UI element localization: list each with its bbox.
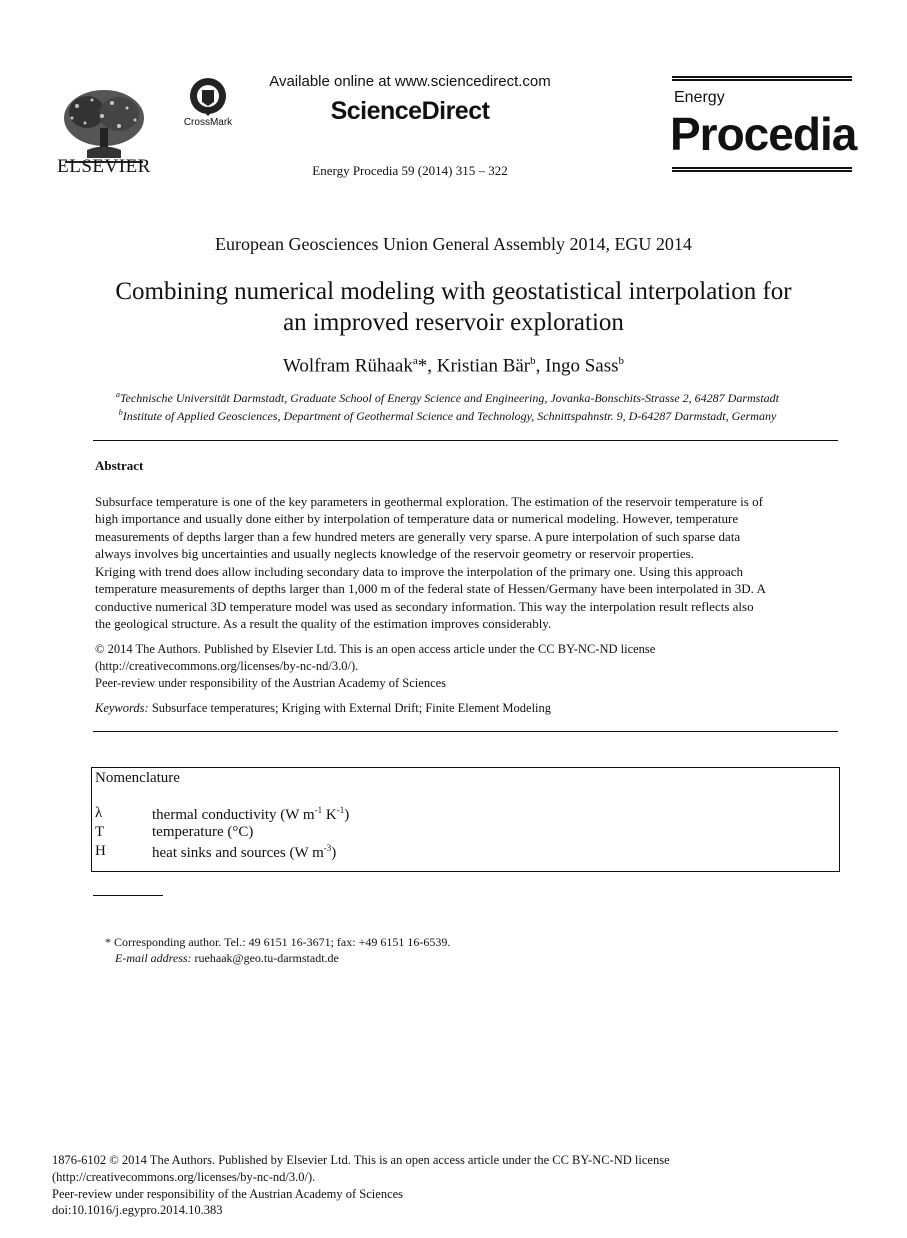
nomenclature-definition bbox=[152, 824, 253, 841]
sciencedirect-logo[interactable]: ScienceDirect bbox=[330, 97, 490, 125]
email-label: E-mail address: bbox=[115, 951, 192, 965]
email-line bbox=[115, 951, 339, 966]
nomenclature-definition bbox=[152, 805, 349, 824]
author-name[interactable]: Wolfram Rühaak bbox=[282, 355, 413, 377]
affiliation-text: Technische Universität Darmstadt, Graduate School of Energy Science and Engineering, Jovanka-Bonschits-Strasse 2, 64287 Darmstadt bbox=[119, 391, 779, 405]
footer-doi[interactable]: doi:10.1016/j.egypro.2014.10.383 bbox=[52, 1203, 223, 1217]
nomenclature-symbol: T bbox=[95, 824, 105, 840]
author-affiliation-mark: a bbox=[412, 355, 418, 367]
abstract-line: Kriging with trend does allow including secondary data to improve the interpolation of the primary one. Using this approach bbox=[95, 564, 744, 579]
nomenclature-symbol: λ bbox=[95, 805, 103, 821]
abstract-line: Subsurface temperature is one of the key parameters in geothermal exploration. The estimation of the reservoir temperature is of bbox=[95, 494, 763, 509]
author-separator: *, bbox=[417, 355, 437, 377]
author-list bbox=[0, 355, 907, 377]
journal-citation: Energy Procedia 59 (2014) 315 – 322 bbox=[312, 163, 508, 178]
journal-logo-rule-bottom bbox=[672, 167, 852, 172]
footer-peer-review: Peer-review under responsibility of the Austrian Academy of Sciences bbox=[52, 1187, 404, 1201]
definition-exponent: -1 bbox=[314, 805, 323, 815]
abstract-line: always involves big uncertainties and usually neglects knowledge of the reservoir geometry or reservoir properties. bbox=[95, 545, 694, 561]
license-link[interactable]: http://creativecommons.org/licenses/by-nc-nd/3.0/ bbox=[99, 659, 351, 673]
affiliation-a bbox=[40, 390, 855, 406]
abstract-line: high importance and usually done either by interpolation of temperature data or numerical modeling. However, temperature bbox=[95, 511, 739, 527]
article-title bbox=[60, 276, 847, 338]
affiliation-mark: a bbox=[115, 390, 120, 399]
affiliation-text: Institute of Applied Geosciences, Department of Geothermal Science and Technology, Schnittspahnstr. 9, D-64287 Darmstadt, Germany bbox=[122, 409, 777, 423]
footer-copyright: 1876-6102 © 2014 The Authors. Published by Elsevier Ltd. This is an open access article under the CC BY-NC-ND license bbox=[52, 1153, 670, 1167]
affiliation-b bbox=[40, 408, 855, 424]
publisher-name: ELSEVIER bbox=[57, 156, 151, 177]
definition-exponent: -1 bbox=[336, 805, 345, 815]
abstract-heading: Abstract bbox=[95, 458, 144, 473]
available-online-text: Available online at www.sciencedirect.com bbox=[269, 73, 551, 90]
nomenclature-symbol: H bbox=[95, 843, 106, 859]
keywords-line bbox=[95, 700, 837, 717]
definition-text: ) bbox=[344, 807, 350, 823]
email-address[interactable]: ruehaak@geo.tu-darmstadt.de bbox=[194, 951, 339, 965]
author-affiliation-mark: b bbox=[618, 355, 625, 367]
nomenclature-definition bbox=[152, 843, 336, 862]
peer-review-line: Peer-review under responsibility of the Austrian Academy of Sciences bbox=[95, 676, 447, 690]
abstract-line: conductive numerical 3D temperature model was used as secondary information. This way the interpolation result reflects also bbox=[95, 598, 754, 614]
abstract-line: measurements of depths larger than a few hundred meters are generally very sparse. A pure interpolation of such sparse data bbox=[95, 528, 741, 544]
nomenclature-heading: Nomenclature bbox=[95, 770, 180, 786]
definition-text: thermal conductivity (W m bbox=[152, 807, 315, 823]
affiliation-mark: b bbox=[118, 408, 123, 417]
journal-logo-rule-top bbox=[672, 76, 852, 81]
definition-text: heat sinks and sources (W m bbox=[152, 845, 324, 861]
definition-text: ) bbox=[331, 845, 337, 861]
corresponding-author-note: * Corresponding author. Tel.: 49 6151 16-3671; fax: +49 6151 16-6539. bbox=[105, 935, 451, 949]
crossmark-label: CrossMark bbox=[183, 117, 233, 128]
copyright-line: © 2014 The Authors. Published by Elsevier Ltd. This is an open access article under the CC BY-NC-ND license bbox=[95, 642, 656, 656]
footer-license-link[interactable]: http://creativecommons.org/licenses/by-nc-nd/3.0/ bbox=[56, 1170, 308, 1184]
keywords-label: Keywords: bbox=[95, 701, 149, 715]
abstract-paragraph-2 bbox=[95, 563, 837, 632]
author-name[interactable]: Kristian Bär bbox=[436, 355, 531, 377]
article-title-line-2: an improved reservoir exploration bbox=[283, 309, 624, 336]
divider-bottom bbox=[93, 731, 838, 732]
copyright-notice bbox=[95, 641, 837, 692]
definition-exponent: -3 bbox=[323, 843, 332, 853]
definition-text: temperature (°C) bbox=[152, 824, 254, 840]
author-separator: , bbox=[535, 355, 546, 377]
article-title-line-1: Combining numerical modeling with geostatistical interpolation for bbox=[115, 278, 792, 305]
keywords-text: Subsurface temperatures; Kriging with External Drift; Finite Element Modeling bbox=[151, 701, 552, 715]
divider-top bbox=[93, 440, 838, 441]
abstract-line: the geological structure. As a result the quality of the estimation improves considerably. bbox=[95, 615, 552, 631]
abstract-line: temperature measurements of depths larger than 1,000 m of the federal state of Hessen/Germany have been interpolated in 3D. A bbox=[95, 581, 766, 597]
footnote-rule bbox=[93, 895, 163, 896]
abstract-paragraph-1 bbox=[95, 493, 837, 562]
author-name[interactable]: Ingo Sass bbox=[545, 355, 619, 377]
footer-link-line: (http://creativecommons.org/licenses/by-nc-nd/3.0/). bbox=[52, 1170, 316, 1184]
journal-logo-energy: Energy bbox=[674, 89, 725, 106]
author-affiliation-mark: b bbox=[530, 355, 536, 367]
journal-logo-procedia: Procedia bbox=[670, 108, 857, 160]
definition-text: K bbox=[322, 807, 337, 823]
copyright-link-line: (http://creativecommons.org/licenses/by-nc-nd/3.0/). bbox=[95, 659, 359, 673]
conference-name: European Geosciences Union General Assembly 2014, EGU 2014 bbox=[215, 234, 692, 254]
